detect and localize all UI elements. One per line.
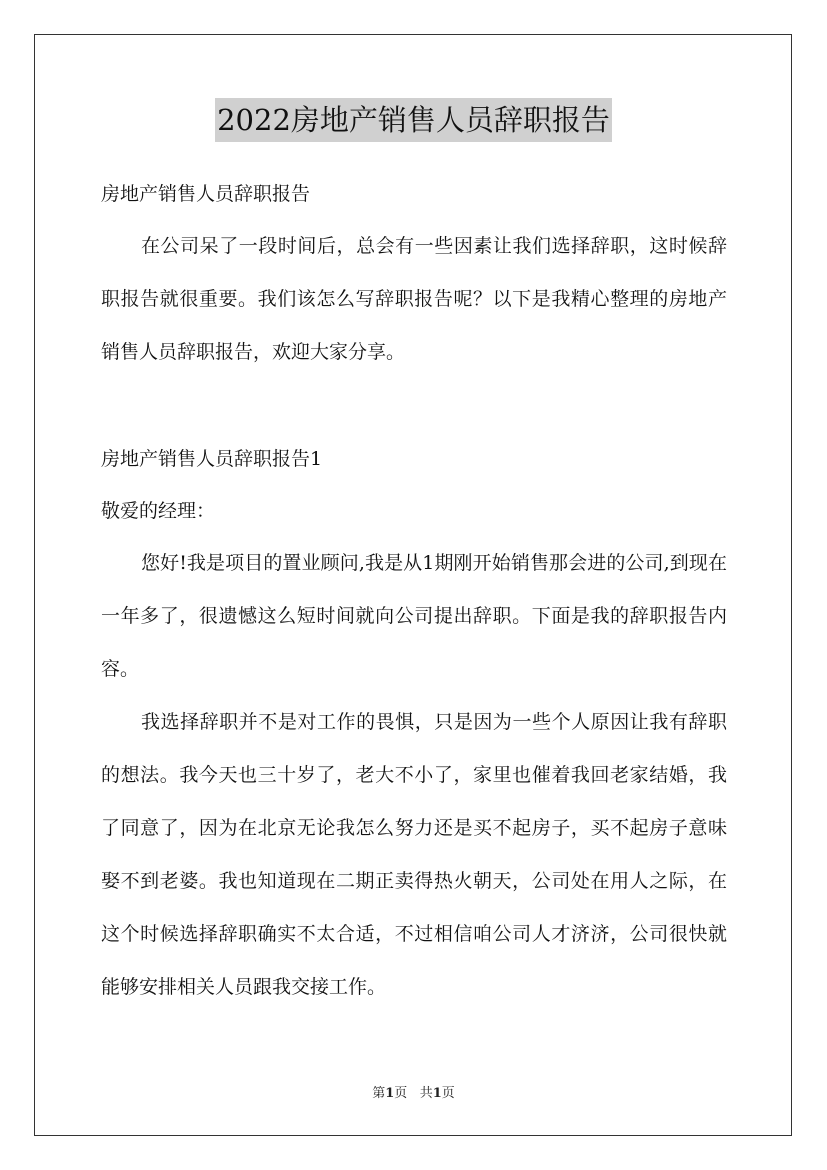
body-paragraph-1: 您好!我是项目的置业顾问,我是从1期刚开始销售那会进的公司,到现在一年多了，很遗憾这么短时间就向公司提出辞职。下面是我的辞职报告内容。 <box>101 552 727 680</box>
intro-paragraph: 在公司呆了一段时间后，总会有一些因素让我们选择辞职，这时候辞职报告就很重要。我们该怎么写辞职报告呢？以下是我精心整理的房地产销售人员辞职报告，欢迎大家分享。 <box>101 235 727 363</box>
document-title <box>0 98 827 142</box>
footer-total-label: 共 <box>419 1086 433 1101</box>
section-spacer <box>101 379 727 433</box>
body-paragraph-2: 我选择辞职并不是对工作的畏惧，只是因为一些个人原因让我有辞职的想法。我今天也三十岁了，老大不小了，家里也催着我回老家结婚，我了同意了，因为在北京无论我怎么努力还是买不起房子，买不起房子意味娶不到老婆。我也知道现在二期正卖得热火朝天，公司处在用人之际，在这个时候选择辞职确实不太合适，不过相信咱公司人才济济，公司很快就能够安排相关人员跟我交接工作。 <box>101 711 727 998</box>
footer-total-suffix: 页 <box>441 1086 455 1101</box>
footer-page-label: 第 <box>372 1086 386 1101</box>
footer-page-suffix: 页 <box>394 1086 408 1101</box>
document-subtitle: 房地产销售人员辞职报告 <box>101 183 311 205</box>
page-footer <box>0 1082 827 1101</box>
document-body <box>101 168 727 1014</box>
footer-total-number: 1 <box>432 1086 442 1101</box>
footer-page-number: 1 <box>385 1086 395 1101</box>
salutation: 敬爱的经理： <box>101 500 216 522</box>
document-title-text: 2022房地产销售人员辞职报告 <box>215 98 612 142</box>
section-heading: 房地产销售人员辞职报告1 <box>101 448 323 470</box>
